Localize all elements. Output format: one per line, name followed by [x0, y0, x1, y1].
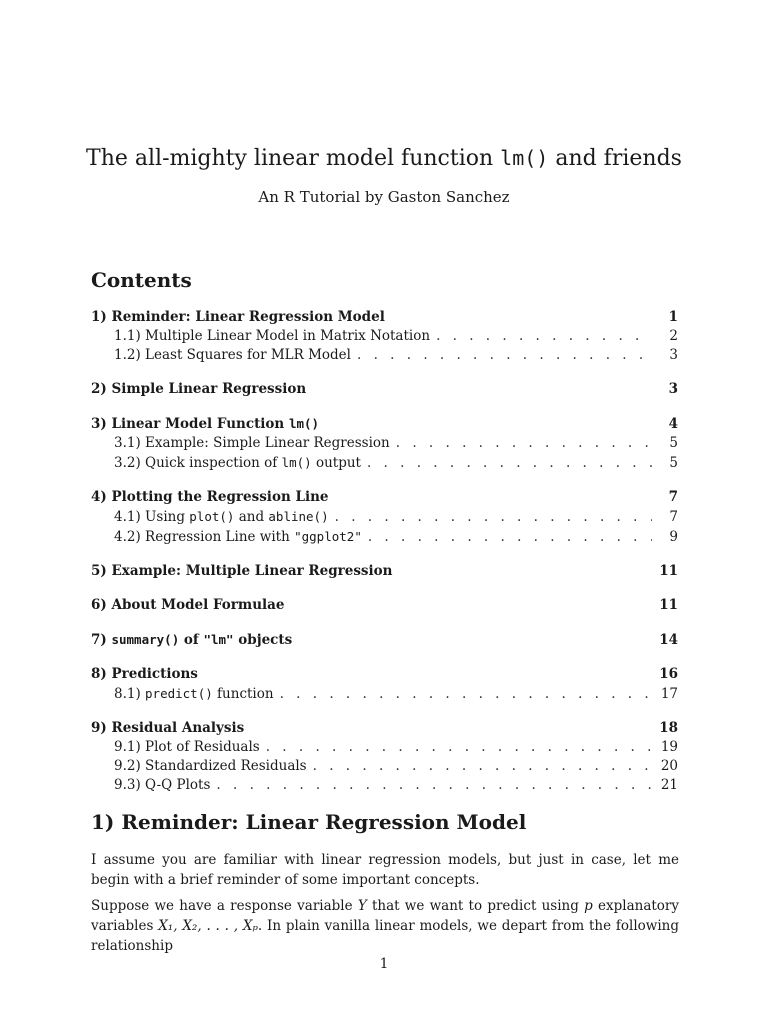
title-text-before: The all-mighty linear model function: [86, 146, 501, 171]
toc-entry-4-1[interactable]: 4.1) Using plot() and abline() . . . 7: [91, 507, 678, 527]
leader-dots: [335, 508, 652, 527]
toc-section-9: [91, 719, 678, 795]
toc-entry-3-2[interactable]: 3.2) Quick inspection of lm() output . . . 5: [91, 453, 678, 473]
contents-heading: Contents: [91, 268, 192, 292]
toc-entry-9[interactable]: 9) Residual Analysis 18: [91, 720, 678, 736]
toc-entry-9-1[interactable]: 9.1) Plot of Residuals . . . 19: [91, 738, 678, 757]
toc-entry-3-1[interactable]: 3.1) Example: Simple Linear Regression . . . 5: [91, 434, 678, 453]
leader-dots: [357, 346, 652, 365]
toc-entry-1-1[interactable]: 1.1) Multiple Linear Model in Matrix Notation . . . 2: [91, 327, 678, 346]
section-1-paragraph-2: Suppose we have a response variable Y that we want to predict using p explanatory variables X₁, X₂, . . . , Xₚ. In plain vanilla linear models, we depart from the following relationship: [91, 898, 680, 954]
leader-dots: [436, 327, 652, 346]
toc-entry-4[interactable]: 4) Plotting the Regression Line 7: [91, 489, 678, 505]
toc-section-6: [91, 596, 678, 615]
toc-entry-5[interactable]: 5) Example: Multiple Linear Regression 11: [91, 563, 678, 579]
toc-entry-4-2[interactable]: 4.2) Regression Line with "ggplot2" . . . 9: [91, 527, 678, 547]
document-subtitle: An R Tutorial by Gaston Sanchez: [258, 188, 510, 206]
math-p: p: [584, 898, 593, 914]
title-text-after: and friends: [548, 146, 682, 171]
leader-dots: [266, 738, 652, 757]
leader-dots: [216, 776, 652, 795]
toc-entry-1-2[interactable]: 1.2) Least Squares for MLR Model . . . 3: [91, 346, 678, 365]
toc-entry-2[interactable]: 2) Simple Linear Regression 3: [91, 381, 678, 397]
section-1-heading: 1) Reminder: Linear Regression Model: [91, 810, 527, 834]
toc-section-3: [91, 414, 678, 473]
leader-dots: [368, 528, 652, 547]
section-1-paragraph-1: I assume you are familiar with linear regression models, but just in case, let me begin with a brief reminder of some important concepts.: [91, 852, 679, 888]
document-title: [0, 146, 768, 171]
math-x-vars: X₁, X₂, . . . , Xₚ: [158, 918, 258, 934]
toc-section-7: [91, 630, 678, 650]
toc-entry-9-3[interactable]: 9.3) Q-Q Plots . . . 21: [91, 776, 678, 795]
leader-dots: [367, 454, 652, 473]
toc-section-2: [91, 380, 678, 399]
toc-entry-6[interactable]: 6) About Model Formulae 11: [91, 597, 678, 613]
table-of-contents: [91, 308, 678, 810]
toc-entry-1[interactable]: 1) Reminder: Linear Regression Model 1: [91, 309, 678, 325]
toc-section-5: [91, 562, 678, 581]
toc-section-4: [91, 488, 678, 547]
toc-entry-3[interactable]: 3) Linear Model Function lm() 4: [91, 416, 678, 432]
toc-section-1: [91, 308, 678, 365]
page-number: 1: [379, 956, 389, 972]
math-y: Y: [357, 898, 367, 914]
toc-entry-9-2[interactable]: 9.2) Standardized Residuals . . . 20: [91, 757, 678, 776]
toc-entry-8[interactable]: 8) Predictions 16: [91, 666, 678, 682]
title-code: lm(): [500, 146, 549, 170]
toc-section-8: [91, 665, 678, 704]
leader-dots: [396, 434, 652, 453]
leader-dots: [280, 685, 652, 704]
leader-dots: [313, 757, 652, 776]
toc-entry-8-1[interactable]: 8.1) predict() function . . . 17: [91, 684, 678, 704]
toc-entry-7[interactable]: 7) summary() of "lm" objects 14: [91, 632, 678, 648]
